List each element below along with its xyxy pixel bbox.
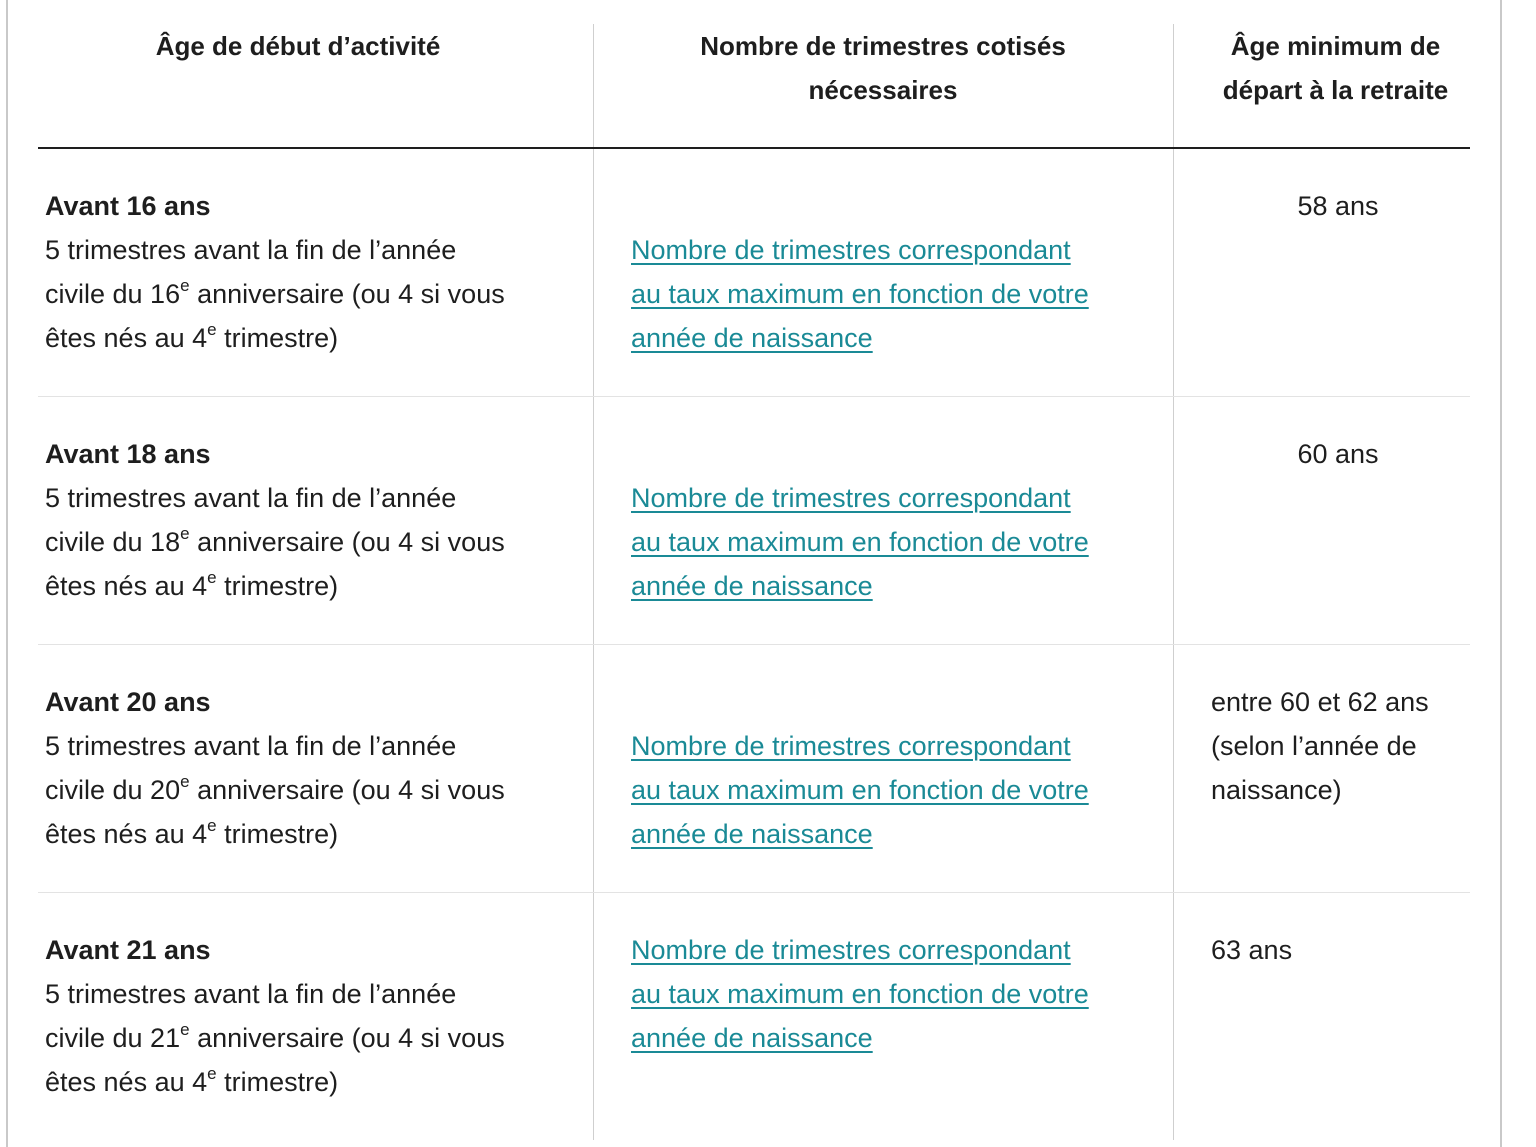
row-start-age-21: Avant 21 ans 5 trimestres avant la fin de l’année civile du 21e anniversaire (ou 4 si vous êtes nés au 4e trimestre) (45, 928, 585, 1104)
minimum-age-value: entre 60 et 62 ans (selon l’année de naissance) (1211, 687, 1429, 805)
row-divider (38, 892, 1470, 893)
minimum-age-value: 63 ans (1211, 935, 1293, 965)
row-divider (38, 644, 1470, 645)
header-minimum-age: Âge minimum de départ à la retraite (1222, 31, 1449, 105)
retirement-table (38, 0, 1470, 1147)
quarters-link[interactable]: Nombre de trimestres correspondant au taux maximum en fonction de votre année de naissance (631, 935, 1089, 1053)
row-title: Avant 21 ans (45, 935, 211, 965)
page-frame-left (6, 0, 8, 1147)
row-title: Avant 16 ans (45, 191, 211, 221)
column-divider (1173, 24, 1174, 1140)
header-required-quarters: Nombre de trimestres cotisés nécessaires (700, 31, 1066, 105)
row-title: Avant 20 ans (45, 687, 211, 717)
quarters-link[interactable]: Nombre de trimestres correspondant au taux maximum en fonction de votre année de naissance (631, 731, 1089, 849)
minimum-age-value: 60 ans (1297, 439, 1379, 469)
column-divider (593, 24, 594, 1140)
row-title: Avant 18 ans (45, 439, 211, 469)
quarters-link[interactable]: Nombre de trimestres correspondant au taux maximum en fonction de votre année de naissance (631, 235, 1089, 353)
row-divider (38, 396, 1470, 397)
minimum-age-value: 58 ans (1297, 191, 1379, 221)
quarters-link[interactable]: Nombre de trimestres correspondant au taux maximum en fonction de votre année de naissance (631, 483, 1089, 601)
row-start-age-18: Avant 18 ans 5 trimestres avant la fin de l’année civile du 18e anniversaire (ou 4 si vous êtes nés au 4e trimestre) (45, 432, 585, 608)
page-frame-right (1500, 0, 1502, 1147)
header-start-age: Âge de début d’activité (155, 31, 441, 61)
row-start-age-20: Avant 20 ans 5 trimestres avant la fin de l’année civile du 20e anniversaire (ou 4 si vous êtes nés au 4e trimestre) (45, 680, 585, 856)
row-start-age-16: Avant 16 ans 5 trimestres avant la fin de l’année civile du 16e anniversaire (ou 4 si vous êtes nés au 4e trimestre) (45, 184, 585, 360)
header-rule (38, 147, 1470, 149)
